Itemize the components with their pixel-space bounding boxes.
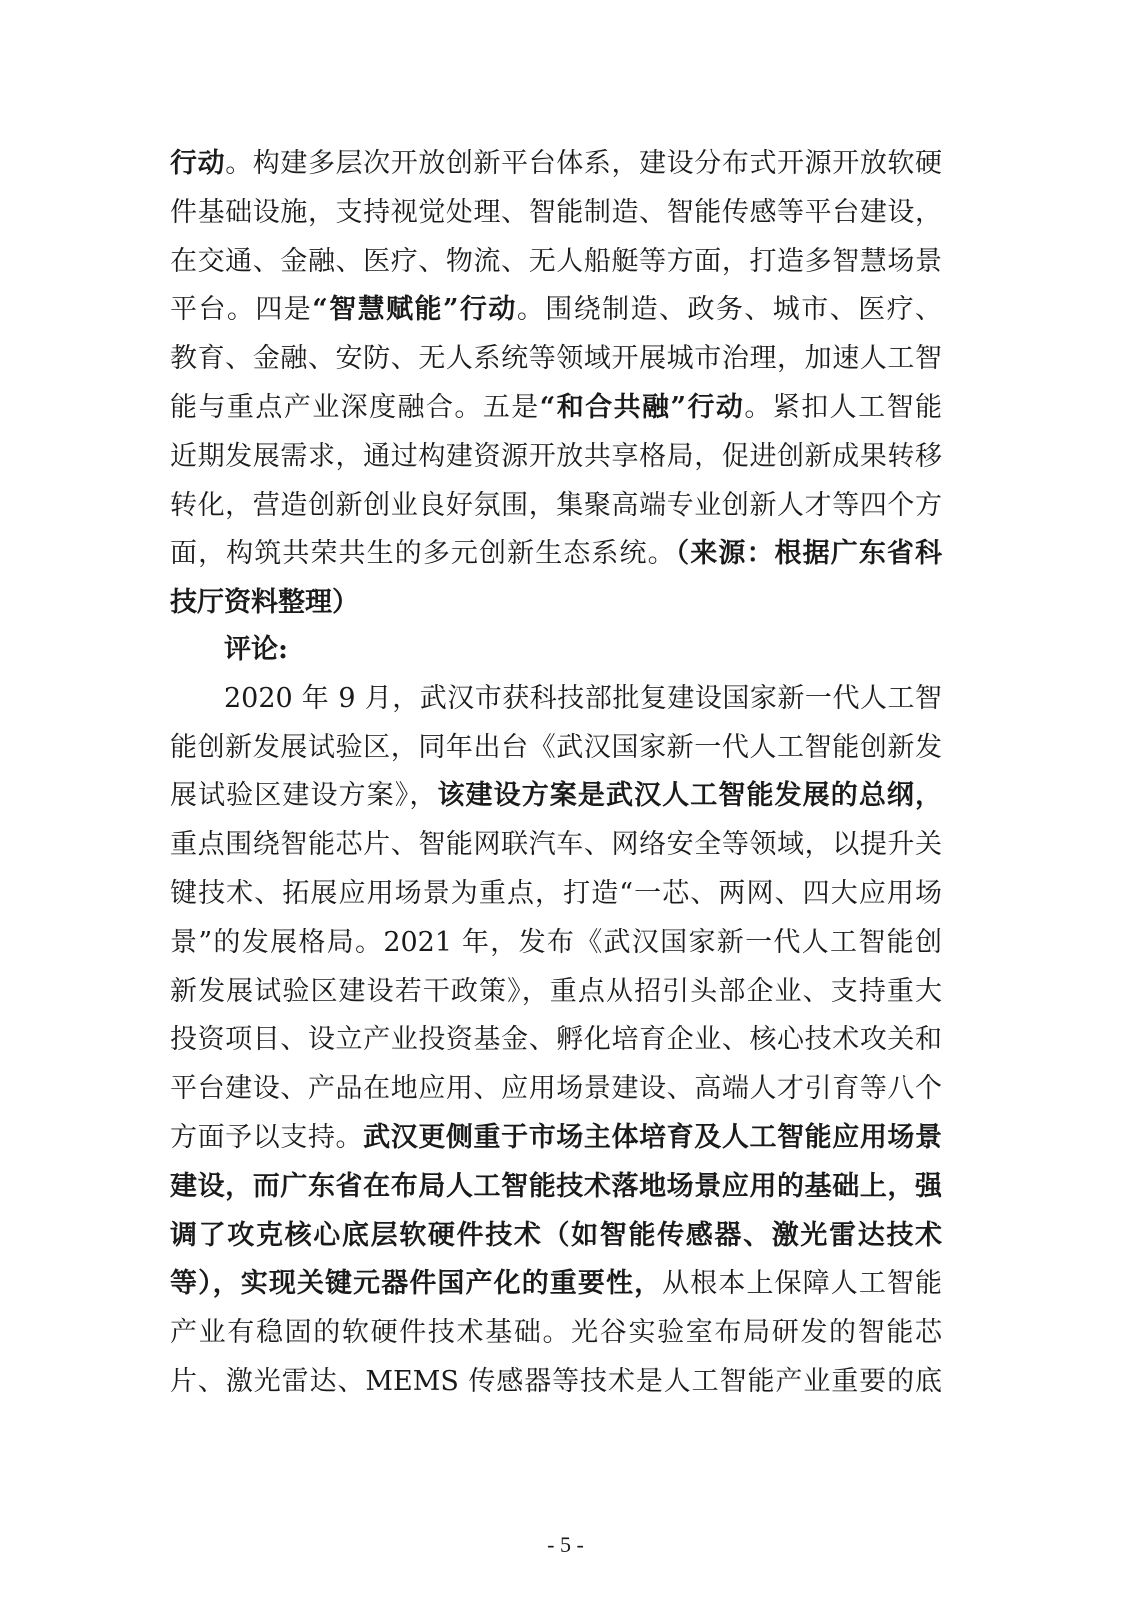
text-run: 产业有稳固的软硬件技术基础。光谷实验室布局研发的智能芯 [170,1317,942,1349]
text-line [170,1016,942,1065]
bold-run: 建设，而广东省在布局人工智能技术落地场景应用的基础上，强 [170,1170,942,1202]
text-line [170,870,942,919]
text-run: 近期发展需求，通过构建资源开放共享格局，促进创新成果转移 [170,440,942,472]
text-run: 平台建设、产品在地应用、应用场景建设、高端人才引育等八个 [170,1073,942,1105]
text-run: 在交通、金融、医疗、物流、无人船艇等方面，打造多智慧场景 [170,245,942,277]
text-run: 键技术、拓展应用场景为重点，打造“一芯、两网、四大应用场 [170,877,942,909]
text-line [170,433,942,482]
text-line [170,1065,942,1114]
text-line [170,919,942,968]
bold-run: 武汉更侧重于市场主体培育及人工智能应用场景 [363,1121,942,1153]
text-run: 2020 年 9 月，武汉市获科技部批复建设国家新一代人工智 [224,682,942,714]
text-line [170,1163,942,1212]
text-run: 。紧扣人工智能 [744,391,942,423]
text-run: 平台。四是 [170,294,313,326]
paragraph-initiatives [170,140,942,628]
page-number: - 5 - [547,1532,584,1557]
text-line [170,675,942,724]
text-line [170,1212,942,1261]
text-line [170,238,942,287]
text-line [170,968,942,1017]
text-line [170,579,942,628]
text-line [170,482,942,531]
text-run: 件基础设施，支持视觉处理、智能制造、智能传感等平台建设， [170,196,942,228]
text-run: 能创新发展试验区，同年出台《武汉国家新一代人工智能创新发 [170,731,942,763]
text-line [170,286,942,335]
text-line [170,189,942,238]
comment-heading: 评论: [224,634,288,665]
text-run: 。构建多层次开放创新平台体系，建设分布式开源开放软硬 [225,148,942,179]
bold-run: 行动 [170,148,226,179]
text-line [170,724,942,773]
text-run: 投资项目、设立产业投资基金、孵化培育企业、核心技术攻关和 [170,1024,942,1056]
text-run: 。围绕制造、政务、城市、医疗、 [516,294,942,326]
text-run: 重点围绕智能芯片、智能网联汽车、网络安全等领域，以提升关 [170,829,942,861]
text-run: 景”的发展格局。2021 年，发布《武汉国家新一代人工智能创 [170,926,942,958]
text-line [170,1309,942,1358]
text-run: 从根本上保障人工智能 [662,1268,942,1300]
text-run: 展试验区建设方案》， [170,780,438,812]
bold-run: 调了攻克核心底层软硬件技术（如智能传感器、激光雷达技术 [170,1219,942,1251]
text-run: 教育、金融、安防、无人系统等领域开展城市治理，加速人工智 [170,343,942,375]
bold-run: 技厅资料整理） [170,587,359,619]
text-line [170,140,942,189]
text-run: 新发展试验区建设若干政策》，重点从招引头部企业、支持重大 [170,975,942,1007]
text-line [170,821,942,870]
text-line [170,1260,942,1309]
text-run: 转化，营造创新创业良好氛围，集聚高端专业创新人才等四个方 [170,489,942,521]
bold-run: （来源：根据广东省科 [675,538,942,570]
text-line [170,530,942,579]
bold-run: “智慧赋能”行动 [312,294,517,326]
bold-run: 等），实现关键元器件国产化的重要性， [170,1268,663,1300]
commentary-section [170,626,942,1407]
bold-run: 该建设方案是武汉人工智能发展的总纲， [437,780,942,812]
text-line [170,1114,942,1163]
text-line [170,1358,942,1407]
text-line [170,384,942,433]
bold-run: “和合共融”行动 [539,391,745,423]
text-run: 片、激光雷达、MEMS 传感器等技术是人工智能产业重要的底 [170,1365,942,1397]
text-run: 面，构筑共荣共生的多元创新生态系统。 [170,538,676,570]
text-line [170,335,942,384]
text-run: 能与重点产业深度融合。五是 [170,391,540,423]
text-run: 方面予以支持。 [170,1121,364,1153]
text-line [170,772,942,821]
